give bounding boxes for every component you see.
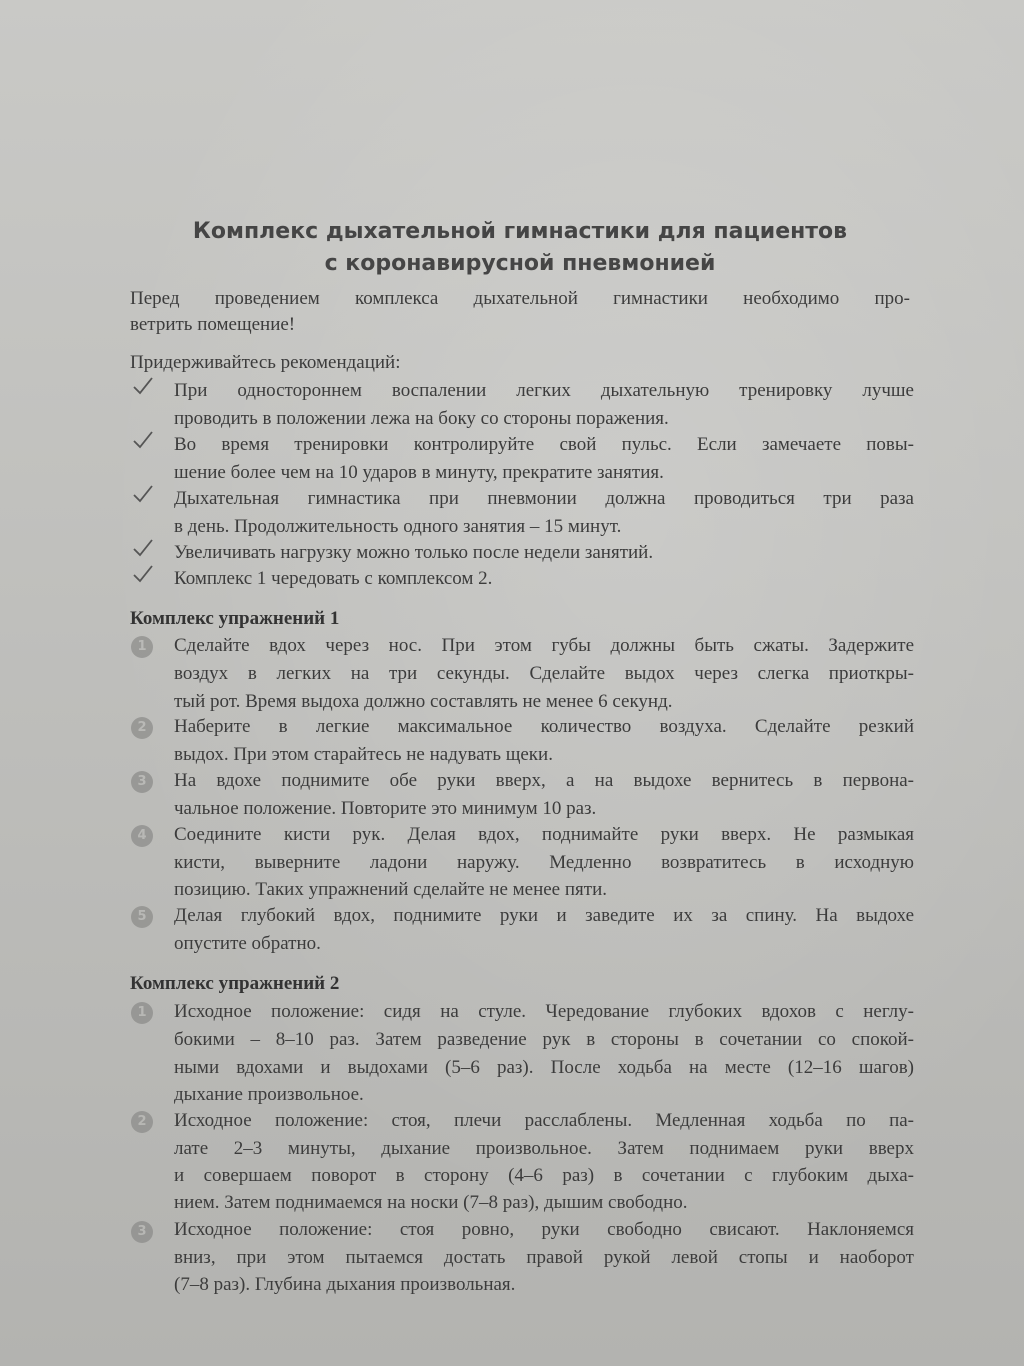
checkmark-icon: [131, 428, 155, 452]
recommendation-4-line-1: Увеличивать нагрузку можно только после недели занятий.: [174, 542, 654, 563]
checkmark-icon: [131, 536, 155, 560]
number-badge: 4: [131, 825, 153, 847]
number-badge: 3: [131, 1221, 153, 1243]
complex-2-heading: Комплекс упражнений 2: [130, 973, 340, 994]
complex-2-item-1-line-4: дыхание произвольное.: [174, 1084, 364, 1105]
complex-1-item-2-line-1: Наберите в легкие максимальное количество воздуха. Сделайте резкий: [174, 716, 914, 737]
intro-line-2: ветрить помещение!: [130, 314, 296, 335]
complex-1-item-4-line-1: Соедините кисти рук. Делая вдох, поднимайте руки вверх. Не размыкая: [174, 824, 914, 845]
title-line-1: Комплекс дыхательной гимнастики для пациентов: [192, 219, 848, 244]
checkmark-icon: [131, 482, 155, 506]
complex-2-item-2-line-2: лате 2–3 минуты, дыхание произвольное. Затем поднимаем руки вверх: [174, 1138, 914, 1159]
page-title: [100, 216, 940, 280]
intro-line-1: Перед проведением комплекса дыхательной гимнастики необходимо про-: [130, 288, 910, 309]
complex-1-item-1-line-1: Сделайте вдох через нос. При этом губы должны быть сжаты. Задержите: [174, 635, 914, 656]
complex-1-heading: Комплекс упражнений 1: [130, 608, 340, 629]
number-badge: 1: [131, 1002, 153, 1024]
complex-2-item-2-line-3: и совершаем поворот в сторону (4–6 раз) в сочетании с глубоким дыха-: [174, 1165, 914, 1186]
complex-2-item-1-line-2: бокими – 8–10 раз. Затем разведение рук в стороны в сочетании со спокой-: [174, 1029, 914, 1050]
number-badge: 3: [131, 771, 153, 793]
recommendation-3-line-2: в день. Продолжительность одного занятия – 15 минут.: [174, 516, 622, 537]
complex-1-item-3-line-1: На вдохе поднимите обе руки вверх, а на выдохе вернитесь в первона-: [174, 770, 914, 791]
recommendation-2-line-2: шение более чем на 10 ударов в минуту, прекратите занятия.: [174, 462, 664, 483]
complex-1-item-4-line-2: кисти, выверните ладони наружу. Медленно возвратитесь в исходную: [174, 852, 914, 873]
recommendation-5-line-1: Комплекс 1 чередовать с комплексом 2.: [174, 568, 493, 589]
complex-2-item-3-line-2: вниз, при этом пытаемся достать правой рукой левой стопы и наоборот: [174, 1247, 914, 1268]
recommendation-1-line-2: проводить в положении лежа на боку со стороны поражения.: [174, 408, 669, 429]
complex-2-item-3-line-1: Исходное положение: стоя ровно, руки свободно свисают. Наклоняемся: [174, 1219, 914, 1240]
number-badge: 2: [131, 717, 153, 739]
complex-1-item-1-line-2: воздух в легких на три секунды. Сделайте выдох через слегка приоткры-: [174, 663, 914, 684]
title-line-2: с коронавирусной пневмонией: [324, 251, 716, 276]
complex-2-item-1-line-1: Исходное положение: сидя на стуле. Чередование глубоких вдохов с неглу-: [174, 1001, 914, 1022]
complex-1-item-5-line-1: Делая глубокий вдох, поднимите руки и заведите их за спину. На выдохе: [174, 905, 914, 926]
recommendation-3-line-1: Дыхательная гимнастика при пневмонии должна проводиться три раза: [174, 488, 914, 509]
checkmark-icon: [131, 374, 155, 398]
recommendation-2-line-1: Во время тренировки контролируйте свой пульс. Если замечаете повы-: [174, 434, 914, 455]
complex-1-item-5-line-2: опустите обратно.: [174, 933, 321, 954]
complex-2-item-2-line-4: нием. Затем поднимаемся на носки (7–8 раз), дышим свободно.: [174, 1192, 688, 1213]
number-badge: 5: [131, 906, 153, 928]
number-badge: 2: [131, 1111, 153, 1133]
recommendations-heading: Придерживайтесь рекомендаций:: [130, 352, 401, 373]
complex-1-item-4-line-3: позицию. Таких упражнений сделайте не менее пяти.: [174, 879, 607, 900]
checkmark-icon: [131, 562, 155, 586]
complex-1-item-3-line-2: чальное положение. Повторите это минимум 10 раз.: [174, 798, 597, 819]
complex-2-item-2-line-1: Исходное положение: стоя, плечи расслаблены. Медленная ходьба по па-: [174, 1110, 914, 1131]
complex-2-item-1-line-3: ными вдохами и выдохами (5–6 раз). После ходьба на месте (12–16 шагов): [174, 1057, 914, 1078]
recommendation-1-line-1: При одностороннем воспалении легких дыхательную тренировку лучше: [174, 380, 914, 401]
complex-1-item-2-line-2: выдох. При этом старайтесь не надувать щеки.: [174, 744, 553, 765]
complex-2-item-3-line-3: (7–8 раз). Глубина дыхания произвольная.: [174, 1274, 516, 1295]
number-badge: 1: [131, 636, 153, 658]
complex-1-item-1-line-3: тый рот. Время выдоха должно составлять не менее 6 секунд.: [174, 691, 673, 712]
